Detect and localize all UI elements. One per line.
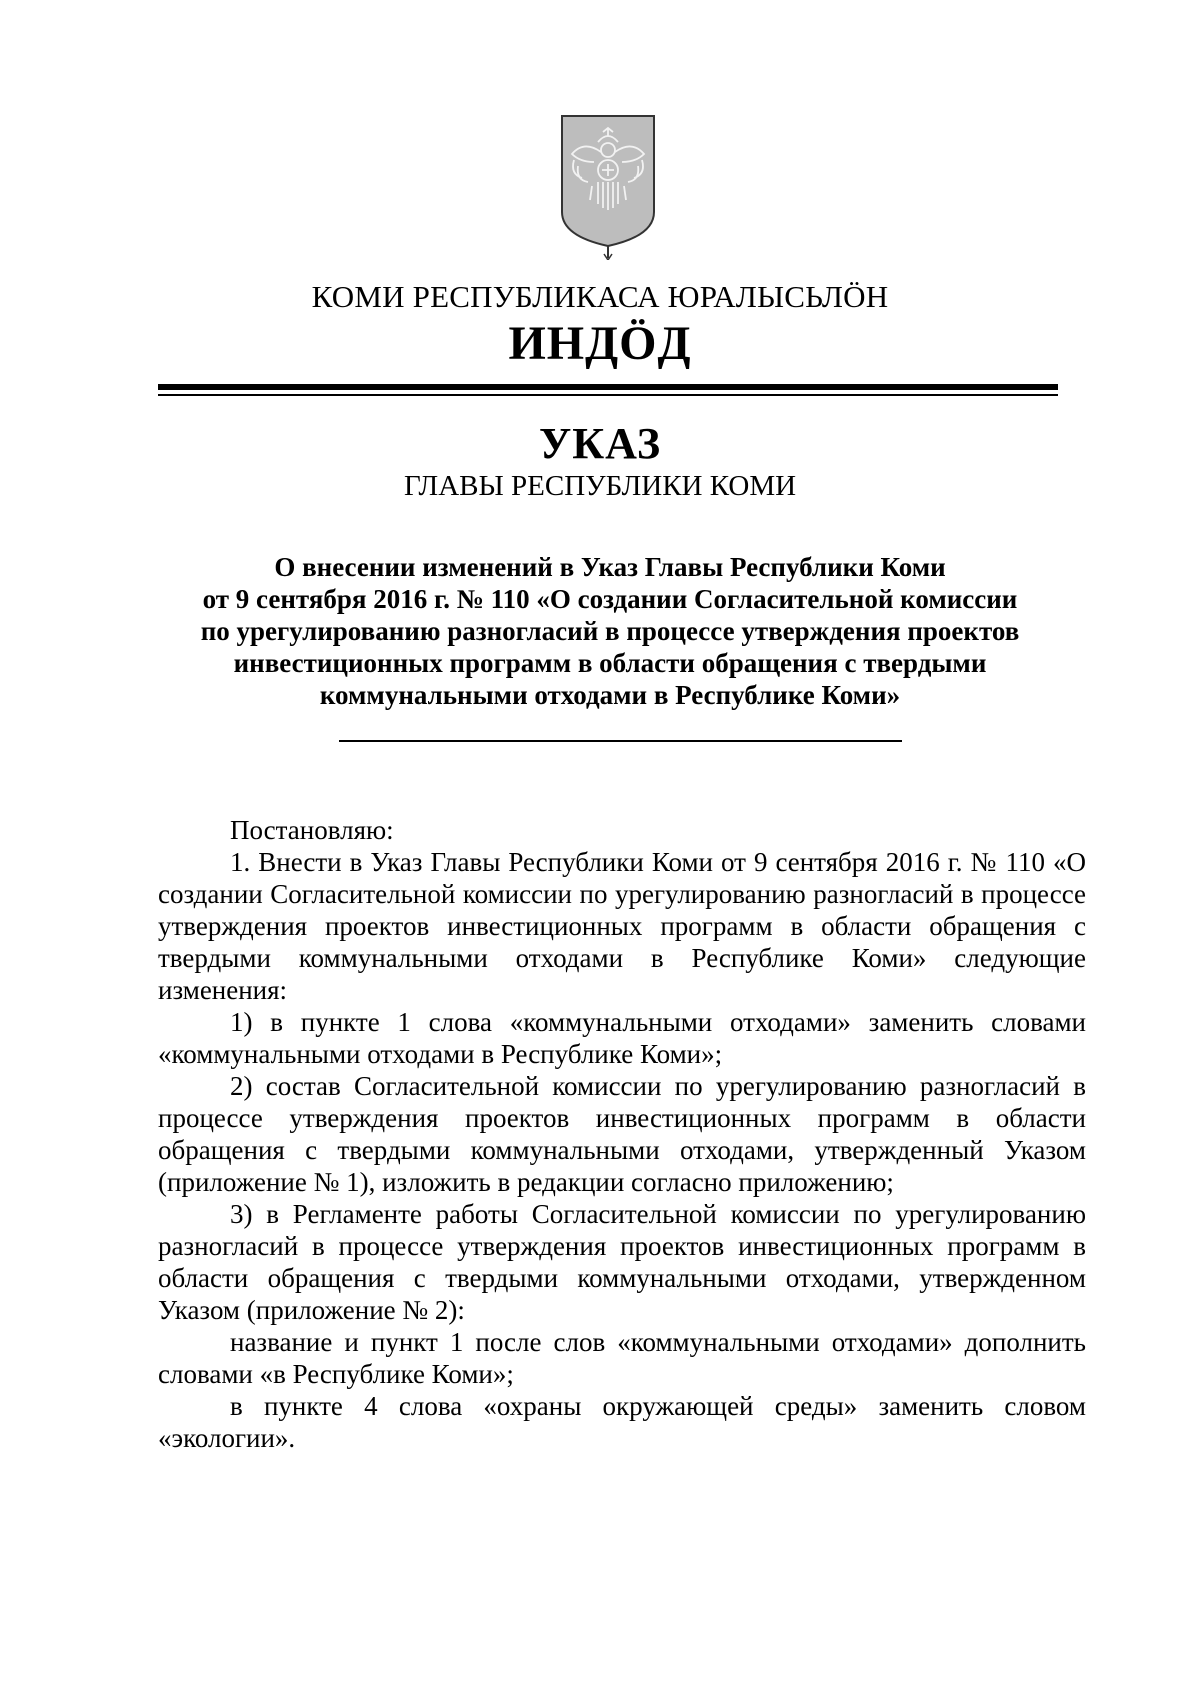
issuer: ГЛАВЫ РЕСПУБЛИКИ КОМИ: [403, 470, 797, 502]
decree-body: [158, 814, 1086, 1454]
document-type: УКАЗ: [538, 419, 662, 468]
decree-title: [160, 551, 1060, 711]
organization-name: КОМИ РЕСПУБЛИКАСА ЮРАЛЫСЬЛӦН: [311, 279, 889, 314]
header-divider-thick: [158, 384, 1058, 390]
body-paragraph: 2) состав Согласительной комиссии по урегулированию разногласий в процессе утверждения проектов инвестиционных программ в области обращения с твердыми коммунальными отходами, утвержденный Указом (приложение № 1), изложить в редакции согласно приложению;: [158, 1071, 1086, 1197]
title-line: коммунальными отходами в Республике Коми»: [319, 680, 901, 710]
body-paragraph: название и пункт 1 после слов «коммунальными отходами» дополнить словами «в Республике Коми»;: [158, 1327, 1086, 1389]
body-paragraph: 1. Внести в Указ Главы Республики Коми от 9 сентября 2016 г. № 110 «О создании Согласительной комиссии по урегулированию разногласий в процессе утверждения проектов инвестиционных программ в области обращения с твердыми коммунальными отходами в Республике Коми» следующие изменения:: [158, 847, 1086, 1005]
title-line: по урегулированию разногласий в процессе утверждения проектов: [200, 616, 1020, 646]
title-line: от 9 сентября 2016 г. № 110 «О создании Согласительной комиссии: [202, 584, 1018, 614]
title-line: О внесении изменений в Указ Главы Республики Коми: [274, 552, 946, 582]
document-type-komi: ИНДӦД: [508, 317, 692, 370]
title-underline: [339, 740, 902, 742]
body-paragraph: 1) в пункте 1 слова «коммунальными отходами» заменить словами «коммунальными отходами в Республике Коми»;: [158, 1007, 1086, 1069]
coat-of-arms-icon: [558, 112, 658, 260]
title-line: инвестиционных программ в области обращения с твердыми: [233, 648, 987, 678]
body-paragraph: 3) в Регламенте работы Согласительной комиссии по урегулированию разногласий в процессе утверждения проектов инвестиционных программ в области обращения с твердыми коммунальными отходами, утвержденном Указом (приложение № 2):: [158, 1199, 1086, 1325]
body-paragraph: в пункте 4 слова «охраны окружающей среды» заменить словом «экологии».: [158, 1391, 1086, 1453]
intro-text: Постановляю:: [230, 815, 394, 845]
header-divider-thin: [158, 394, 1058, 396]
